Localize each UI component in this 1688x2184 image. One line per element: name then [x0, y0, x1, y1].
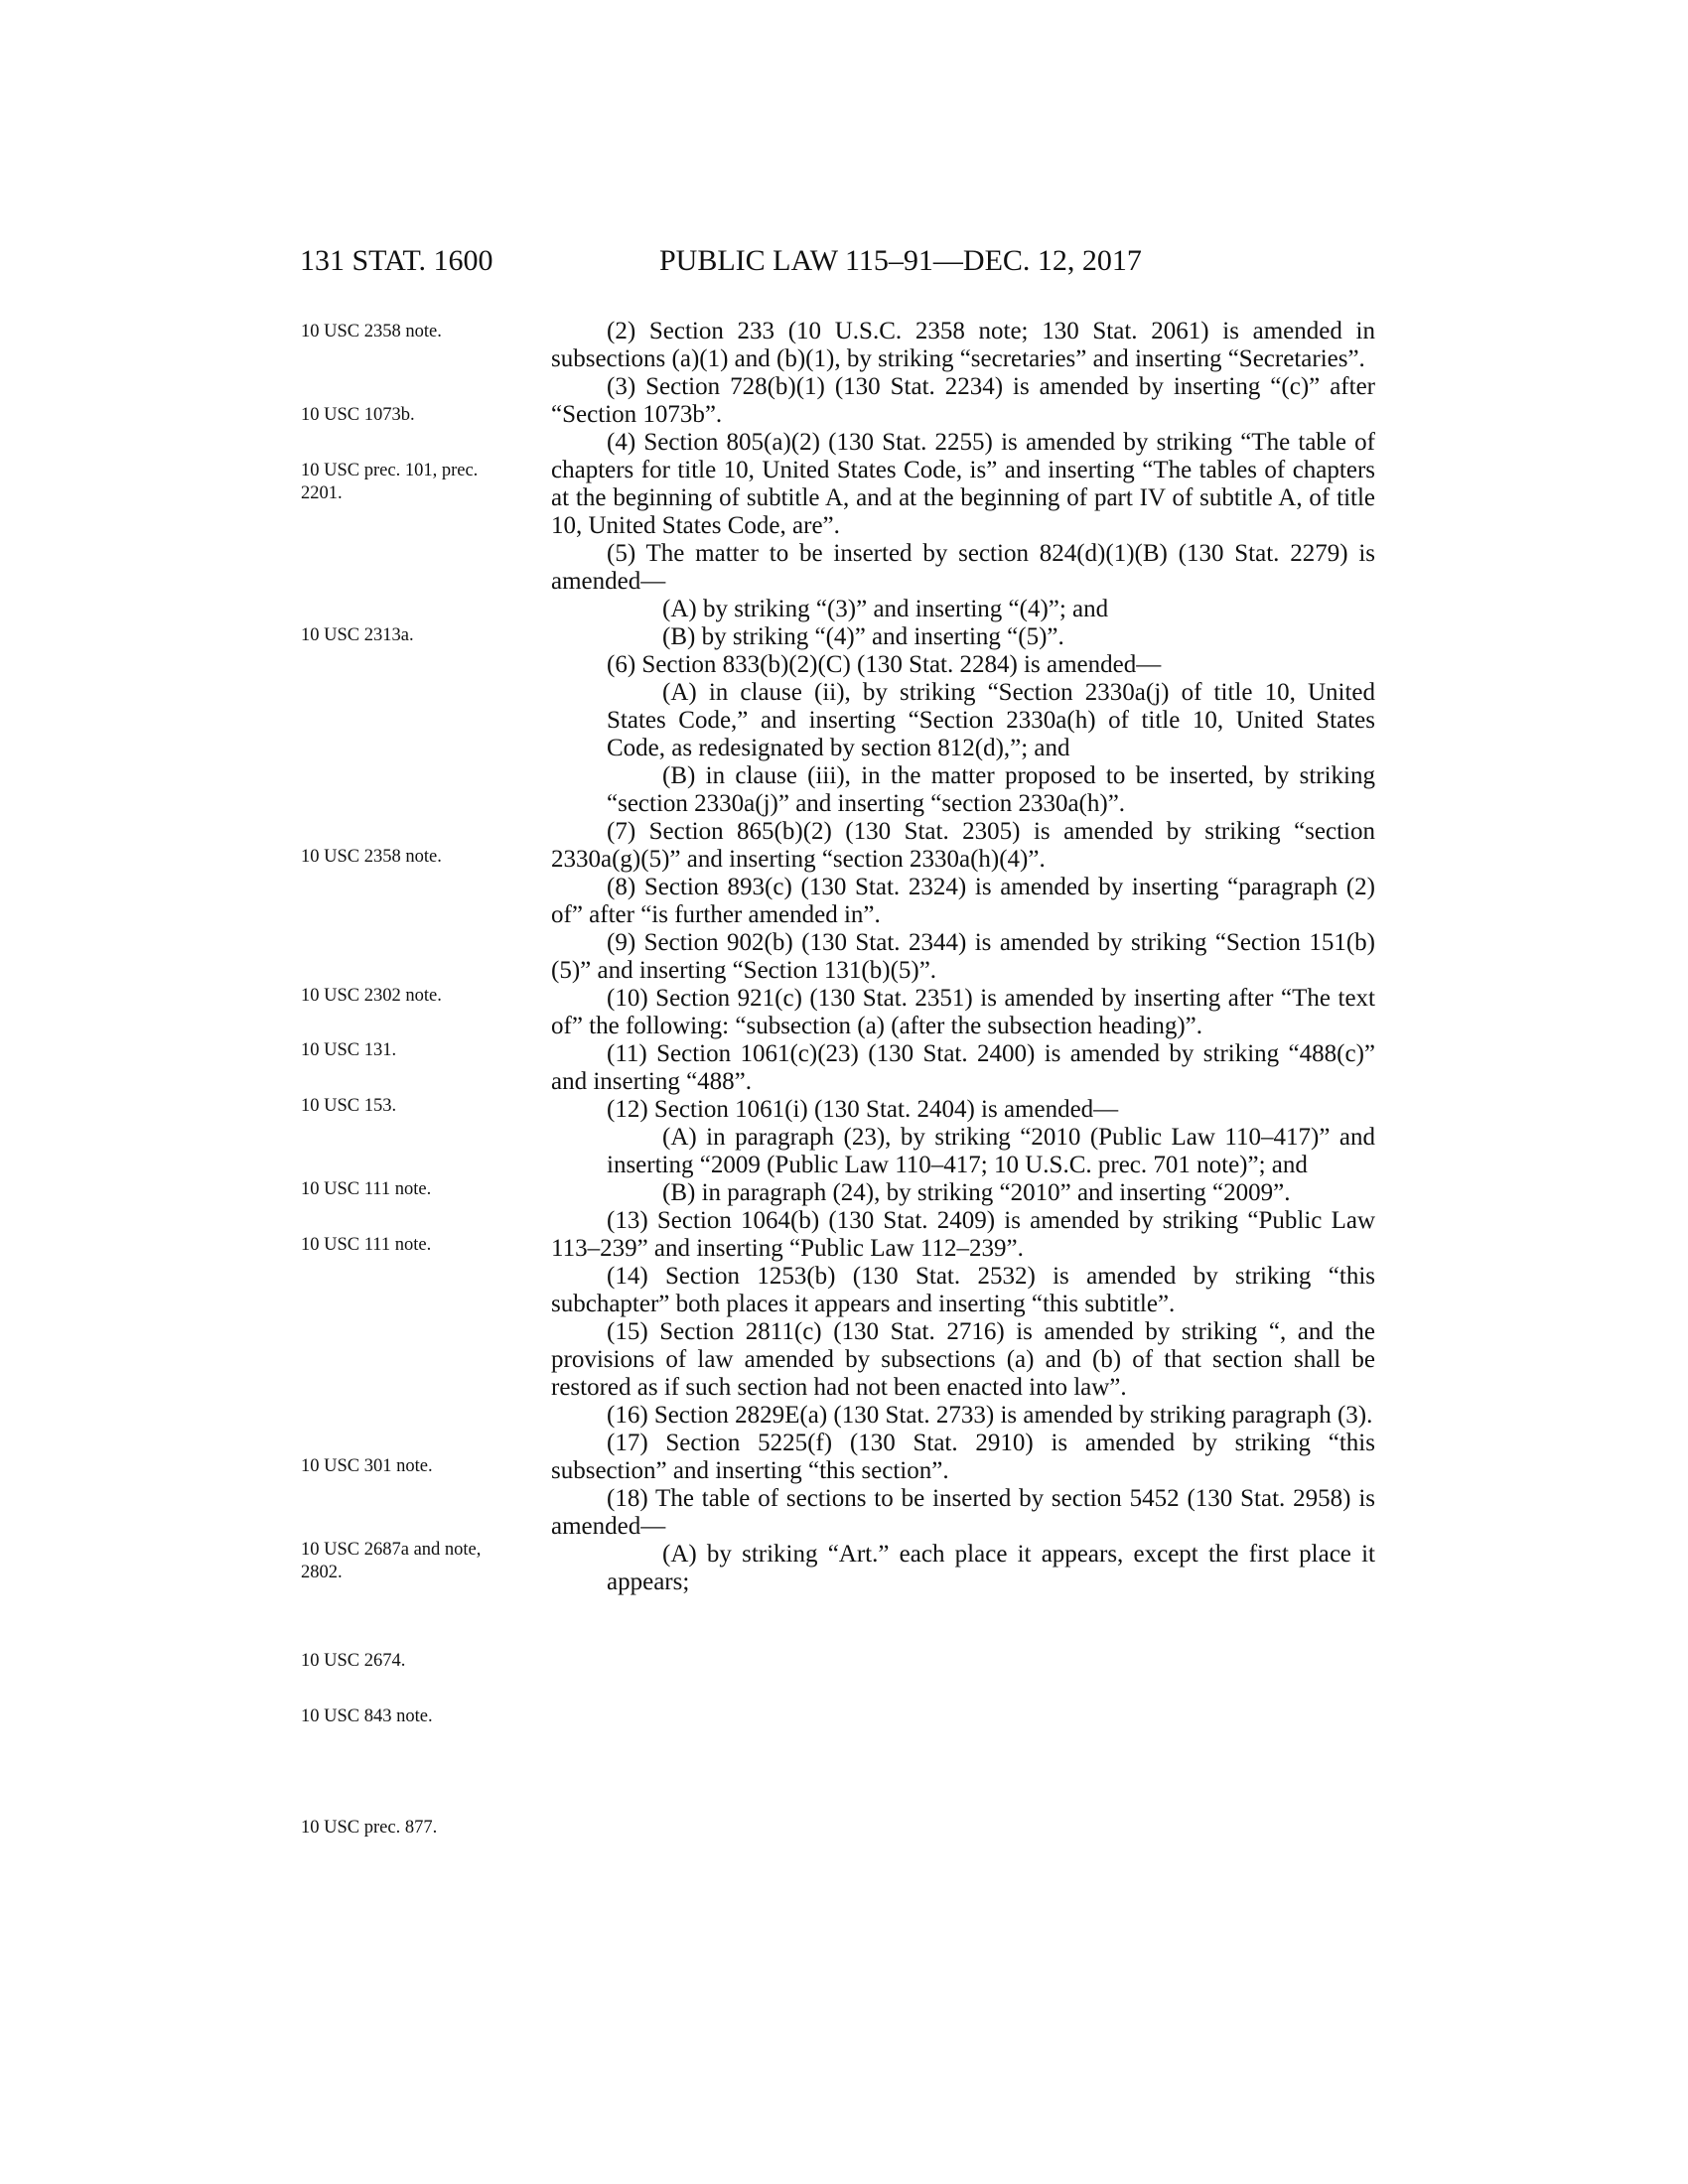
paragraph-10: (10) Section 921(c) (130 Stat. 2351) is amended by inserting after “The text of” the following: “subsection (a) (after the subsection heading)”.	[551, 985, 1375, 1039]
paragraph-18: (18) The table of sections to be inserted by section 5452 (130 Stat. 2958) is amended—	[551, 1485, 1375, 1540]
margin-note: 10 USC 1073b.	[301, 405, 415, 425]
margin-note: 10 USC 2687a and note, 2802.	[301, 1540, 482, 1582]
margin-note: 10 USC 2313a.	[301, 625, 414, 645]
subparagraph-12-a: (A) in paragraph (23), by striking “2010 (Public Law 110–417)” and inserting “2009 (Public Law 110–417; 10 U.S.C. prec. 701 note)”; and	[607, 1124, 1375, 1178]
subparagraph-5-b: (B) by striking “(4)” and inserting “(5)”.	[662, 623, 1064, 650]
law-title: PUBLIC LAW 115–91—DEC. 12, 2017	[659, 244, 1142, 277]
paragraph-4: (4) Section 805(a)(2) (130 Stat. 2255) is amended by striking “The table of chapters for title 10, United States Code, is” and inserting “The tables of chapters at the beginning of subtitle A, and at the beginning of part IV of subtitle A, of title 10, United States Code, are”.	[551, 429, 1375, 539]
margin-note: 10 USC prec. 101, prec. 2201.	[301, 461, 479, 503]
paragraph-8: (8) Section 893(c) (130 Stat. 2324) is amended by inserting “paragraph (2) of” after “is further amended in”.	[551, 874, 1375, 928]
paragraph-15: (15) Section 2811(c) (130 Stat. 2716) is amended by striking “, and the provisions of law amended by subsections (a) and (b) of that section shall be restored as if such section had not been enacted into law”.	[551, 1318, 1375, 1401]
margin-note: 10 USC 2302 note.	[301, 986, 442, 1006]
paragraph-5: (5) The matter to be inserted by section 824(d)(1)(B) (130 Stat. 2279) is amended—	[551, 540, 1375, 595]
margin-note: 10 USC 2674.	[301, 1651, 406, 1671]
margin-note: 10 USC 2358 note.	[301, 322, 442, 341]
page-header	[0, 244, 1688, 284]
subparagraph-6-a: (A) in clause (ii), by striking “Section 2330a(j) of title 10, United States Code,” and inserting “Section 2330a(h) of title 10, United States Code, as redesignated by section 812(d),”; and	[607, 679, 1375, 761]
paragraph-14: (14) Section 1253(b) (130 Stat. 2532) is amended by striking “this subchapter” both places it appears and inserting “this subtitle”.	[551, 1263, 1375, 1317]
paragraph-16: (16) Section 2829E(a) (130 Stat. 2733) is amended by striking paragraph (3).	[607, 1402, 1373, 1429]
amendments-body	[551, 318, 1375, 1596]
paragraph-3: (3) Section 728(b)(1) (130 Stat. 2234) is amended by inserting “(c)” after “Section 1073b”.	[551, 373, 1375, 428]
margin-note: 10 USC prec. 877.	[301, 1818, 438, 1838]
paragraph-6: (6) Section 833(b)(2)(C) (130 Stat. 2284) is amended—	[607, 651, 1162, 678]
margin-note: 10 USC 153.	[301, 1096, 397, 1116]
margin-note: 10 USC 2358 note.	[301, 847, 442, 867]
margin-note: 10 USC 131.	[301, 1040, 397, 1060]
paragraph-13: (13) Section 1064(b) (130 Stat. 2409) is amended by striking “Public Law 113–239” and inserting “Public Law 112–239”.	[551, 1207, 1375, 1262]
paragraph-12: (12) Section 1061(i) (130 Stat. 2404) is amended—	[607, 1096, 1119, 1123]
subparagraph-6-b: (B) in clause (iii), in the matter proposed to be inserted, by striking “section 2330a(j)” and inserting “section 2330a(h)”.	[607, 762, 1375, 817]
margin-note: 10 USC 111 note.	[301, 1235, 432, 1255]
paragraph-17: (17) Section 5225(f) (130 Stat. 2910) is amended by striking “this subsection” and inserting “this section”.	[551, 1430, 1375, 1484]
margin-note: 10 USC 301 note.	[301, 1456, 433, 1476]
subparagraph-18-a: (A) by striking “Art.” each place it appears, except the first place it appears;	[607, 1541, 1375, 1595]
subparagraph-12-b: (B) in paragraph (24), by striking “2010” and inserting “2009”.	[662, 1179, 1291, 1206]
subparagraph-5-a: (A) by striking “(3)” and inserting “(4)”; and	[662, 596, 1109, 622]
paragraph-11: (11) Section 1061(c)(23) (130 Stat. 2400) is amended by striking “488(c)” and inserting “488”.	[551, 1040, 1375, 1095]
margin-note: 10 USC 111 note.	[301, 1179, 432, 1199]
paragraph-7: (7) Section 865(b)(2) (130 Stat. 2305) is amended by striking “section 2330a(g)(5)” and inserting “section 2330a(h)(4)”.	[551, 818, 1375, 873]
margin-note: 10 USC 843 note.	[301, 1706, 433, 1726]
stat-page-number: 131 STAT. 1600	[300, 244, 493, 277]
paragraph-2: (2) Section 233 (10 U.S.C. 2358 note; 130 Stat. 2061) is amended in subsections (a)(1) and (b)(1), by striking “secretaries” and inserting “Secretaries”.	[551, 318, 1375, 372]
paragraph-9: (9) Section 902(b) (130 Stat. 2344) is amended by striking “Section 151(b)(5)” and inserting “Section 131(b)(5)”.	[551, 929, 1375, 984]
